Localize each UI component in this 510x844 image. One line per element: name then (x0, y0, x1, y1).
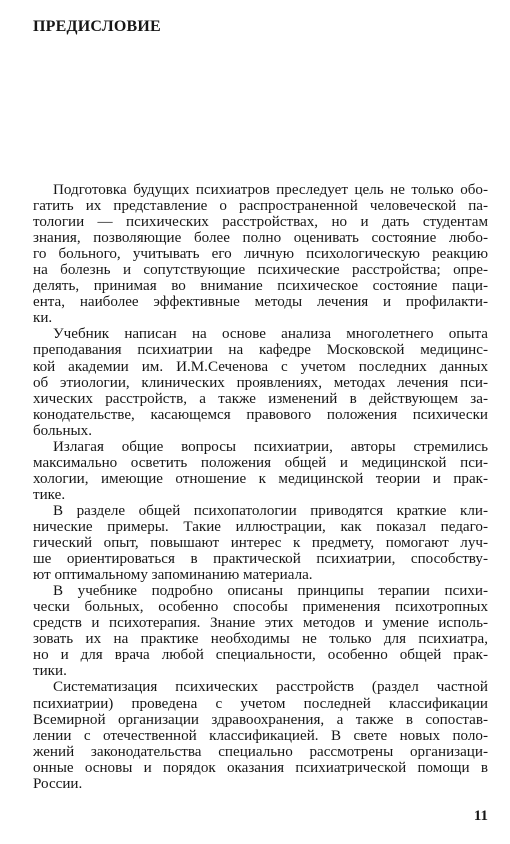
text-line: го больного, учитывать его личную психологическую реакцию (33, 246, 488, 263)
text-line: тологии — психических расстройствах, но и дать студентам (33, 214, 488, 231)
text-line: ки. (33, 310, 53, 327)
text-line: больных. (33, 422, 92, 439)
text-line: Излагая общие вопросы психиатрии, авторы стремились (53, 438, 488, 455)
text-line: гический опыт, повышают интерес к предмету, помогают луч- (33, 535, 488, 552)
text-line: делять, принимая во внимание психическое состояние паци- (33, 278, 488, 295)
text-line: знания, позволяющие более полно оценивать состояние любо- (33, 230, 488, 247)
text-line: В учебнике подробно описаны принципы терапии психи- (53, 583, 488, 600)
text-line: об этиологии, клинических проявлениях, методах лечения пси- (33, 374, 488, 391)
text-line: Учебник написан на основе анализа многолетнего опыта (53, 326, 488, 343)
text-line: зовать их на практике необходимы не только для психиатра, (33, 631, 488, 648)
text-line: максимально осветить положения общей и медицинской пси- (33, 454, 488, 471)
text-line: нические примеры. Такие иллюстрации, как показал педаго- (33, 518, 488, 535)
text-line: ента, наиболее эффективные методы лечения и профилакти- (33, 294, 488, 311)
text-line: лении с отечественной классификацией. В свете новых поло- (33, 727, 488, 744)
text-line: хических расстройств, а также изменений в действующем за- (33, 390, 488, 407)
text-line: тики. (33, 663, 67, 680)
text-line: средств и психотерапия. Знание этих методов и умение исполь- (33, 615, 488, 632)
text-line: хологии, имеющие отношение к медицинской теории и прак- (33, 470, 488, 487)
text-line: онные основы и порядок оказания психиатрической помощи в (33, 759, 488, 776)
text-line: ше ориентироваться в практической психиатрии, способству- (33, 551, 488, 568)
section-heading: ПРЕДИСЛОВИЕ (33, 18, 161, 35)
page-number: 11 (473, 808, 488, 824)
text-line: России. (33, 775, 83, 792)
text-line: гатить их представление о распространенной человеческой па- (33, 198, 488, 215)
text-line: В разделе общей психопатологии приводятся краткие кли- (53, 502, 488, 519)
text-line: ют оптимальному запоминанию материала. (33, 567, 313, 584)
text-line: Подготовка будущих психиатров преследует цель не только обо- (53, 182, 488, 198)
text-line: психиатрии) проведена с учетом последней классификации (33, 695, 488, 712)
text-line: Всемирной организации здравоохранения, а также в сопостав- (33, 711, 488, 728)
text-line: чески больных, особенно способы применения психотропных (33, 599, 488, 616)
text-line: кой академии им. И.М.Сеченова с учетом последних данных (33, 358, 488, 375)
text-line: но и для врача любой специальности, особенно общей прак- (33, 647, 488, 664)
text-line: конодательстве, касающемся правового положения психически (33, 406, 488, 423)
text-line: жений законодательства специально рассмотрены организаци- (33, 743, 488, 760)
text-line: преподавания психиатрии на кафедре Московской медицинс- (33, 342, 488, 359)
body-text (33, 182, 488, 792)
text-line: Систематизация психических расстройств (раздел частной (53, 679, 488, 696)
text-line: на болезнь и сопутствующие психические расстройства; опре- (33, 262, 488, 279)
text-line: тике. (33, 486, 66, 503)
